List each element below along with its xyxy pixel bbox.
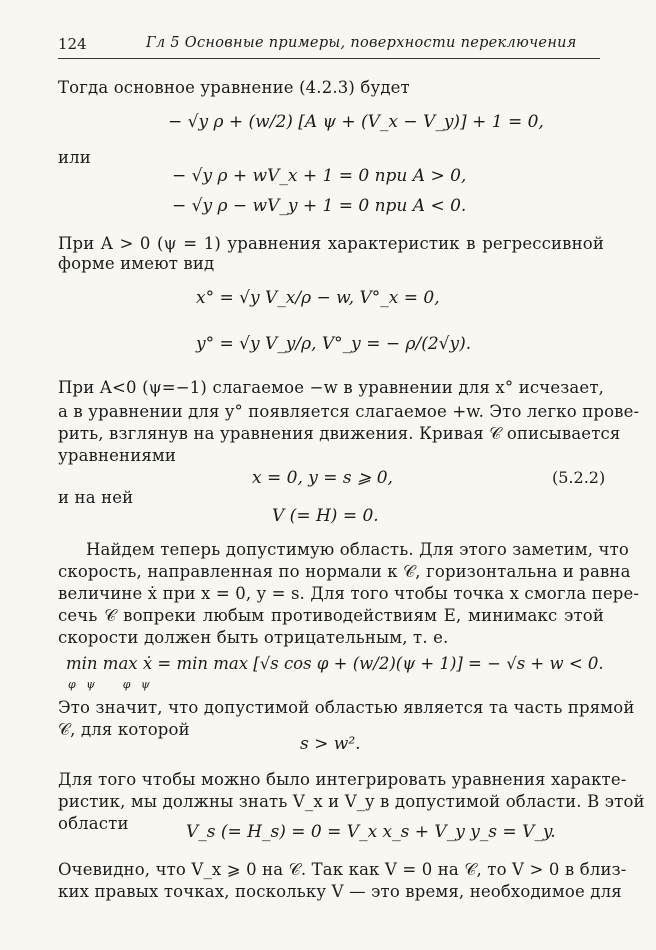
equation-case-positive: − √y ρ + wV_x + 1 = 0 при A > 0,	[172, 166, 467, 186]
equation-minimax: min max ẋ = min max [√s cos φ + (w/2)(ψ + 1)] = − √s + w < 0.	[66, 654, 604, 673]
paragraph-line: скорости должен быть отрицательным, т. е.	[58, 628, 449, 647]
paragraph-line: величине ẋ при x = 0, y = s. Для того чтобы точка x смогла пере-	[58, 584, 640, 603]
equation-value: V (= H) = 0.	[272, 506, 379, 526]
paragraph-line: и на ней	[58, 488, 134, 507]
paragraph-line: 𝒞, для которой	[58, 720, 190, 739]
paragraph-line: рить, взглянув на уравнения движения. Кривая 𝒞 описывается	[58, 424, 621, 443]
equation-boundary: V_s (= H_s) = 0 = V_x x_s + V_y y_s = V_y.	[186, 822, 556, 842]
paragraph-line: а в уравнении для y° появляется слагаемое +w. Это легко прове-	[58, 402, 640, 421]
paragraph-line: ких правых точках, поскольку V — это время, необходимое для	[58, 882, 622, 901]
paragraph-line: Тогда основное уравнение (4.2.3) будет	[58, 78, 410, 97]
equation-main: − √y ρ + (w/2) [A ψ + (V_x − V_y)] + 1 = 0,	[168, 112, 544, 132]
paragraph-line: Очевидно, что V_x ⩾ 0 на 𝒞. Так как V = 0 на 𝒞, то V > 0 в близ-	[58, 860, 627, 879]
equation-characteristics-1: x° = √y V_x/ρ − w, V°_x = 0,	[196, 288, 440, 308]
paragraph-line: При A > 0 (ψ = 1) уравнения характеристик в регрессивной	[58, 234, 604, 253]
page-number: 124	[58, 35, 87, 53]
header-rule	[58, 58, 600, 59]
paragraph-line: форме имеют вид	[58, 254, 215, 273]
equation-curve: x = 0, y = s ⩾ 0,	[252, 468, 393, 488]
paragraph-line: Для того чтобы можно было интегрировать уравнения характе-	[58, 770, 627, 789]
paragraph-line: ристик, мы должны знать V_x и V_y в допустимой области. В этой	[58, 792, 645, 811]
equation-number: (5.2.2)	[552, 468, 606, 487]
equation-characteristics-2: y° = √y V_y/ρ, V°_y = − ρ/(2√y).	[196, 334, 472, 354]
paragraph-line: Это значит, что допустимой областью является та часть прямой	[58, 698, 635, 717]
running-title: Гл 5 Основные примеры, поверхности переключения	[146, 35, 577, 51]
paragraph-line: области	[58, 814, 129, 833]
equation-minimax-subscripts: φ ψ φ ψ	[68, 678, 150, 691]
paragraph-line: уравнениями	[58, 446, 177, 465]
paragraph-line: При A<0 (ψ=−1) слагаемое −w в уравнении для x° исчезает,	[58, 378, 604, 397]
paragraph-line: скорость, направленная по нормали к 𝒞, горизонтальна и равна	[58, 562, 631, 581]
paragraph-line: Найдем теперь допустимую область. Для этого заметим, что	[86, 540, 629, 559]
paragraph-line: сечь 𝒞 вопреки любым противодействиям E, минимакс этой	[58, 606, 604, 625]
paragraph-line: или	[58, 148, 91, 167]
equation-case-negative: − √y ρ − wV_y + 1 = 0 при A < 0.	[172, 196, 467, 216]
equation-admissible: s > w².	[300, 734, 361, 754]
